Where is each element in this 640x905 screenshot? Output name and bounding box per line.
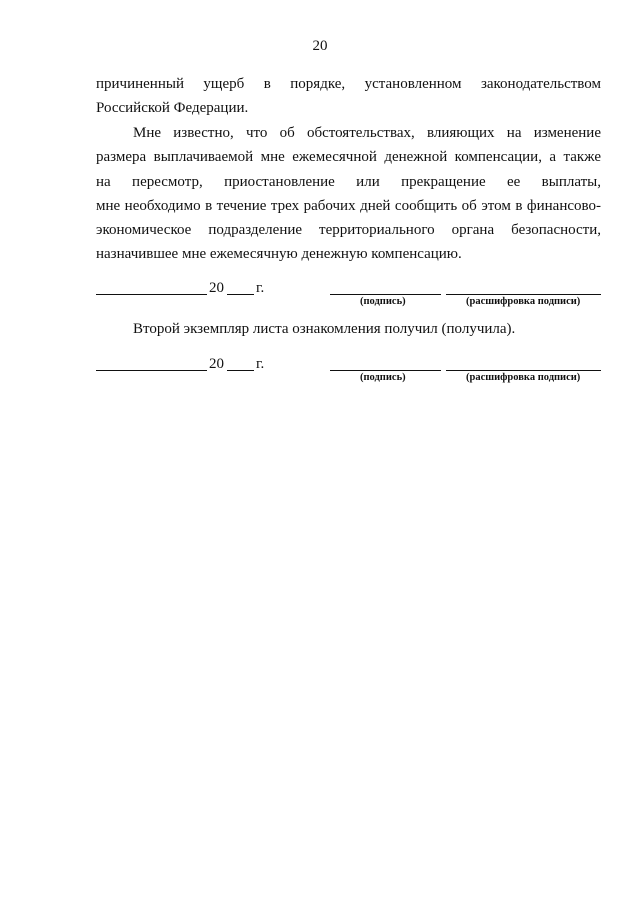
- signature-caption: (подпись): [360, 372, 406, 383]
- year-suffix: г.: [256, 356, 265, 372]
- signature-caption: (подпись): [360, 296, 406, 307]
- paragraph-continuation: [96, 72, 601, 121]
- text-line: Российской Федерации.: [96, 100, 249, 117]
- name-line[interactable]: [446, 370, 601, 371]
- paragraph-notice: [96, 121, 601, 267]
- name-line[interactable]: [446, 294, 601, 295]
- name-caption: (расшифровка подписи): [466, 296, 581, 307]
- text-line: Мне известно, что об обстоятельствах, влияющих на изменение: [133, 125, 601, 141]
- day-month-blank[interactable]: [96, 294, 207, 295]
- year-blank[interactable]: [227, 294, 254, 295]
- year-prefix: 20: [209, 356, 224, 372]
- year-suffix: г.: [256, 280, 265, 296]
- day-month-blank[interactable]: [96, 370, 207, 371]
- text-line: назначившее мне ежемесячную денежную компенсацию.: [96, 246, 462, 263]
- text-line: мне необходимо в течение трех рабочих дней сообщить об этом в финансово-: [96, 197, 601, 214]
- page-number: 20: [312, 38, 328, 54]
- signature-block-2: [0, 356, 640, 396]
- signature-line[interactable]: [330, 294, 441, 295]
- signature-line[interactable]: [330, 370, 441, 371]
- second-copy-statement: Второй экземпляр листа ознакомления получил (получила).: [133, 321, 516, 337]
- text-line: размера выплачиваемой мне ежемесячной денежной компенсации, а также: [96, 149, 601, 166]
- year-blank[interactable]: [227, 370, 254, 371]
- text-line: причиненный ущерб в порядке, установленном законодательством: [96, 76, 601, 92]
- year-prefix: 20: [209, 280, 224, 296]
- text-line: экономическое подразделение территориального органа безопасности,: [96, 222, 601, 239]
- signature-block-1: [0, 280, 640, 320]
- text-line: на пересмотр, приостановление или прекращение ее выплаты,: [96, 173, 601, 190]
- name-caption: (расшифровка подписи): [466, 372, 581, 383]
